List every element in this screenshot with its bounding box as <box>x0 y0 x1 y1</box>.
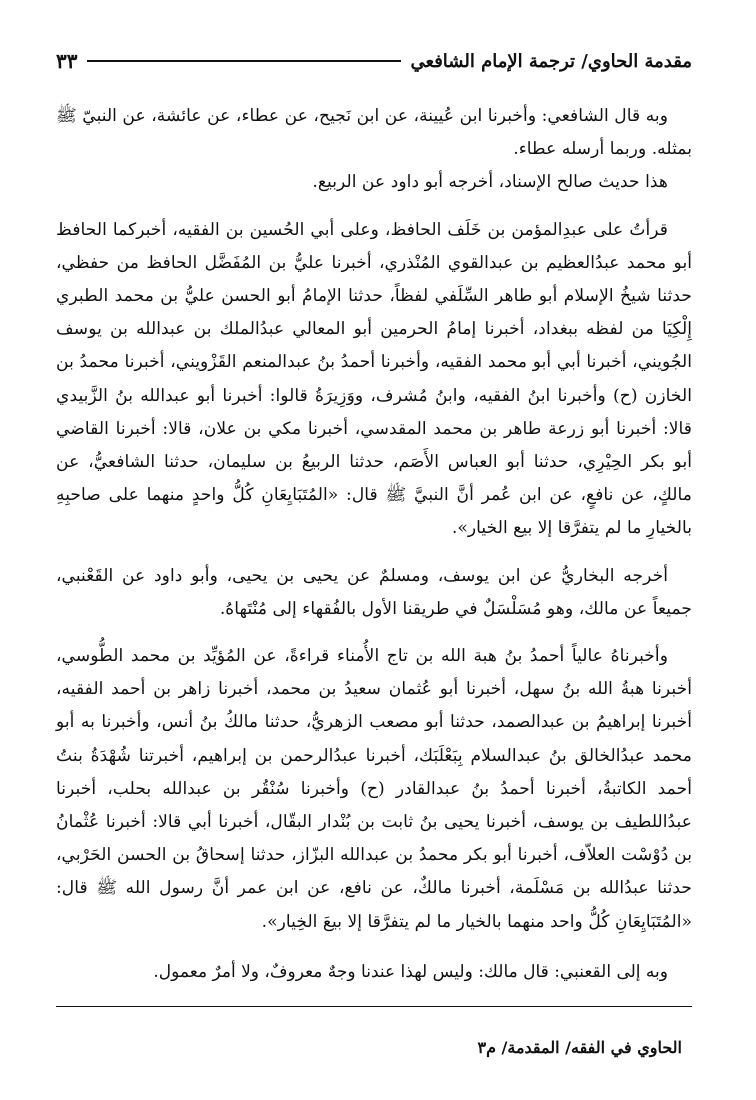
footer-rule <box>56 1006 692 1007</box>
header-rule <box>87 60 400 62</box>
paragraph: قرأتُ على عبدِالمؤمن بن خَلَف الحافظ، وعلى أبي الحُسين بن الفقيه، أخبركما الحافظ أبو محمد عبدُالعظيم بن عبدالقوي المُنْذري، أخبرنا عليُّ بن المُفَضَّل الحافظ من حفظي، حدثنا شيخُ الإسلام أبو طاهر السِّلَفي لفظاً، حدثنا الإمامُ أبو الحسن عليُّ بن محمد الطبري إِلْكِيَا من لفظه ببغداد، أخبرنا إمامُ الحرمين أبو المعالي عبدُالملك بن عبدالله بن يوسف الجُويني، أخبرنا أبي أبو محمد الفقيه، وأخبرنا أحمدُ بنُ عبدالمنعم القَزْويني، أخبرنا محمدُ بن الخازن (ح) وأخبرنا ابنُ الفقيه، وابنُ مُشرف، ووَزِيرَةُ قالوا: أخبرنا أبو عبدالله بنُ الزَّبيدي قالا: أخبرنا أبو زرعة طاهر بن محمد المقدسي، أخبرنا مكي بن علان، قالا: أخبرنا القاضي أبو بكر الحِيْرِي، حدثنا أبو العباس الأَصَم، حدثنا الربيعُ بن سليمان، حدثنا الشافعيُّ، عن مالكٍ، عن نافعٍ، عن ابن عُمر أنَّ النبيَّ ﷺ قال: «المُتَبَايِعَانِ كُلُّ واحدٍ منهما على صاحبِهِ بالخيارِ ما لم يتفرَّقا إلا بيع الخيار». <box>56 219 692 539</box>
paragraph: وبه قال الشافعي: وأخبرنا ابن عُيينة، عن ابن نَجيح، عن عطاء، عن عائشة، عن النبيّ ﷺ بمثله. وربما أرسله عطاء. <box>56 106 692 160</box>
paragraph: أخرجه البخاريُّ عن ابن يوسف، ومسلمٌ عن يحيى بن يحيى، وأبو داود عن القَعْنبي، جميعاً عن مالك، وهو مُسَلْسَلٌ في طريقنا الأول بالفُقهاء إلى مُنْتَهاهُ. <box>56 565 692 619</box>
page-number: ٣٣ <box>56 49 78 73</box>
header-title: مقدمة الحاوي/ ترجمة الإمام الشافعي <box>410 50 692 72</box>
closing-line: وبه إلى القعنبي: قال مالك: وليس لهذا عندنا وجهٌ معروفٌ، ولا أمرٌ معمول. <box>153 961 668 982</box>
paragraph: هذا حديث صالح الإسناد، أخرجه أبو داود عن الربيع. <box>312 172 668 193</box>
paragraph: وأخبرناهُ عالياً أحمدُ بنُ هبة الله بن تاج الأُمناء قراءةً، عن المُؤيِّد بن محمد الطُّوسي، أخبرنا هبةُ الله بنُ سهل، أخبرنا أبو عُثمان سعيدُ بن محمد، أخبرنا زاهر بن أحمد الفقيه، أخبرنا إبراهيمُ بن عبدالصمد، حدثنا أبو مصعب الزهريُّ، حدثنا مالكُ بنُ أنس، وأخبرنا به أبو محمد عبدُالخالق بنُ عبدالسلام بِبَعْلَبَك، أخبرنا عبدُالرحمن بن إبراهيم، أخبرتنا شُهْدَةُ بنتُ أحمد الكاتبةُ، أخبرنا أحمدُ بنُ عبدالقادر (ح) وأخبرنا سُنْقُر بن عبدالله بحلب، أخبرنا عبدُاللطيف بن يوسف، أخبرنا يحيى بنُ ثابت بن بُنْدار البقّال، أخبرنا أبي قالا: أخبرنا عُثْمانُ بن دُوْسْت العلاّف، أخبرنا أبو بكر محمدُ بن عبدالله البزّاز، حدثنا إسحاقُ بن الحسن الحَرْبي، حدثنا عبدُالله بن مَسْلَمة، أخبرنا مالكٌ، عن نافع، عن ابن عمر أنَّ رسول الله ﷺ قال: «المُتَبَايِعَانِ كُلُّ واحد منهما بالخيار ما لم يتفرَّقا إلا بيعَ الخِيار». <box>56 646 692 932</box>
running-header <box>56 44 692 78</box>
page-body <box>56 100 692 939</box>
book-page <box>56 44 692 1064</box>
footer-signature: الحاوي في الفقه/ المقدمة/ م٣ <box>477 1038 682 1057</box>
